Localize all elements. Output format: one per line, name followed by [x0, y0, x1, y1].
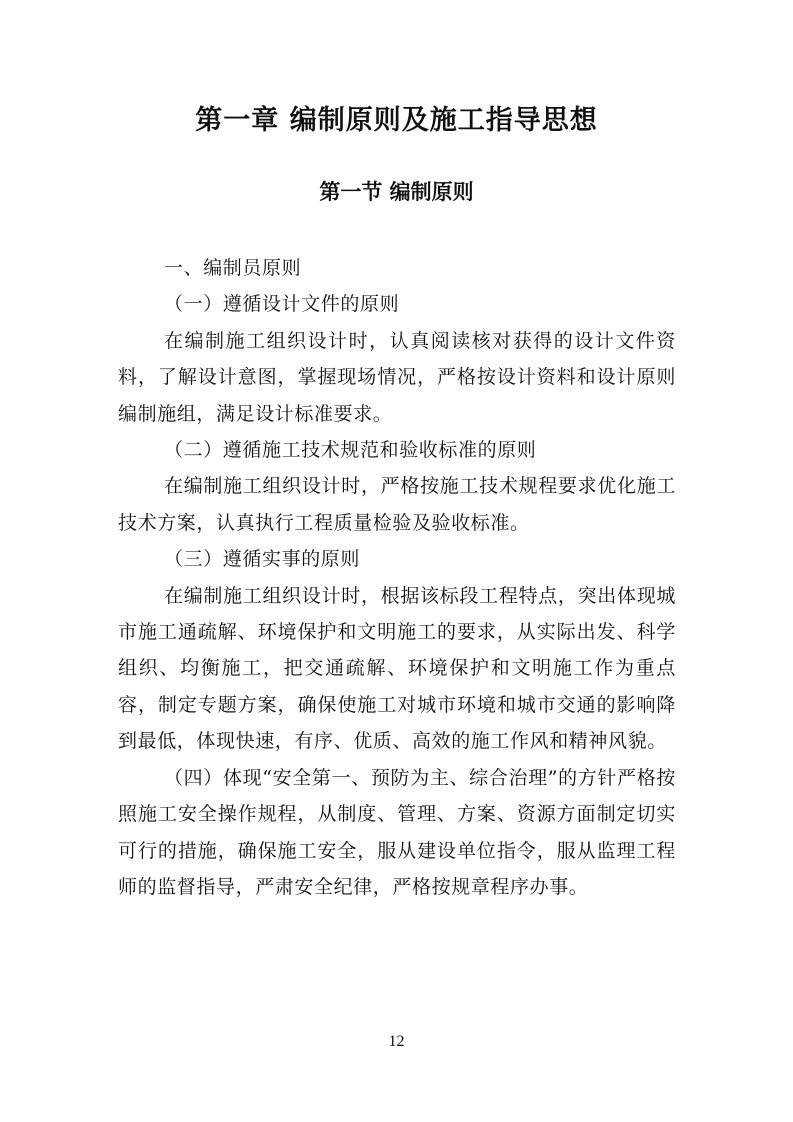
paragraph-practical-principle: 在编制施工组织设计时，根据该标段工程特点，突出体现城市施工通疏解、环境保护和文明施工的要求，从实际出发、科学组织、均衡施工，把交通疏解、环境保护和文明施工作为重点容，制定专题方案，确保使施工对城市环境和城市交通的影响降到最低，体现快速，有序、优质、高效的施工作风和精神风貌。 [118, 584, 676, 753]
paragraph-safety-first: （四）体现“安全第一、预防为主、综合治理”的方针严格按照施工安全操作规程，从制度、管理、方案、资源方面制定切实可行的措施，确保施工安全，服从建设单位指令，服从监理工程师的监督指导，严肃安全纪律，严格按规章程序办事。 [118, 766, 676, 898]
subheading-practical-principle: （三）遵循实事的原则 [164, 548, 361, 571]
subheading-design-documents: （一）遵循设计文件的原则 [164, 293, 400, 316]
subheading-technical-standards: （二）遵循施工技术规范和验收标准的原则 [164, 439, 537, 462]
body-text [118, 250, 676, 905]
paragraph-technical-standards: 在编制施工组织设计时，严格按施工技术规程要求优化施工技术方案，认真执行工程质量检验及验收标准。 [118, 475, 676, 534]
heading-principles: 一、编制员原则 [164, 257, 302, 279]
chapter-title: 第一章 编制原则及施工指导思想 [195, 105, 598, 136]
page-number: 12 [388, 1033, 405, 1050]
section-title: 第一节 编制原则 [319, 180, 474, 204]
paragraph-design-documents: 在编制施工组织设计时，认真阅读核对获得的设计文件资料，了解设计意图，掌握现场情况，严格按设计资料和设计原则编制施组，满足设计标准要求。 [118, 329, 676, 425]
